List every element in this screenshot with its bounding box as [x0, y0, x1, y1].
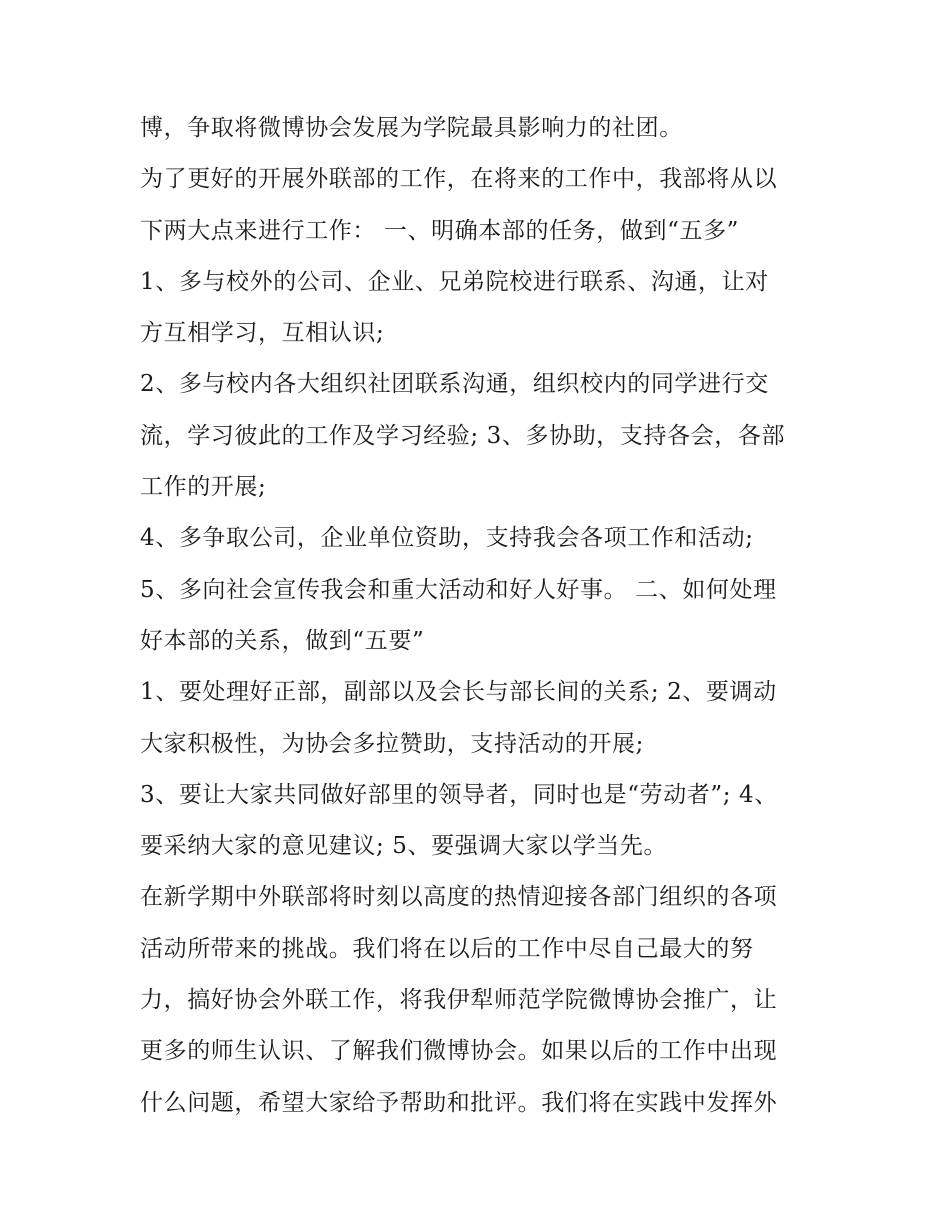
text-line: 5、多向社会宣传我会和重大活动和好人好事。 二、如何处理: [140, 576, 777, 603]
text-line: 为了更好的开展外联部的工作，在将来的工作中，我部将从以: [140, 166, 778, 193]
text-line: 博，争取将微博协会发展为学院最具影响力的社团。: [140, 115, 683, 141]
text-line: 大家积极性，为协会多拉赞助，支持活动的开展;: [140, 730, 644, 757]
text-line: 下两大点来进行工作： 一、明确本部的任务，做到“五多”: [140, 217, 740, 244]
text-line: 活动所带来的挑战。我们将在以后的工作中尽自己最大的努: [140, 935, 754, 962]
text-line: 方互相学习，互相认识;: [140, 320, 385, 347]
text-line: 2、多与校内各大组织社团联系沟通，组织校内的同学进行交: [140, 371, 769, 398]
text-line: 在新学期中外联部将时刻以高度的热情迎接各部门组织的各项: [140, 884, 778, 911]
text-line: 力，搞好协会外联工作，将我伊犁师范学院微博协会推广，让: [140, 987, 778, 1014]
text-line: 要采纳大家的意见建议; 5、要强调大家以学当先。: [140, 833, 668, 860]
text-line: 更多的师生认识、了解我们微博协会。如果以后的工作中出现: [140, 1038, 778, 1065]
text-line: 1、多与校外的公司、企业、兄弟院校进行联系、沟通，让对: [140, 268, 769, 295]
text-line: 流，学习彼此的工作及学习经验; 3、多协助，支持各会，各部: [140, 422, 786, 449]
text-line: 1、要处理好正部，副部以及会长与部长间的关系; 2、要调动: [140, 679, 777, 706]
document-body: [140, 103, 820, 1129]
text-line: 什么问题，希望大家给予帮助和批评。我们将在实践中发挥外: [140, 1089, 778, 1116]
text-line: 工作的开展;: [140, 474, 267, 501]
text-line: 好本部的关系，做到“五要”: [140, 627, 425, 654]
text-line: 3、要让大家共同做好部里的领导者，同时也是“劳动者”; 4、: [140, 781, 778, 808]
text-line: 4、多争取公司，企业单位资助，支持我会各项工作和活动;: [140, 525, 754, 552]
